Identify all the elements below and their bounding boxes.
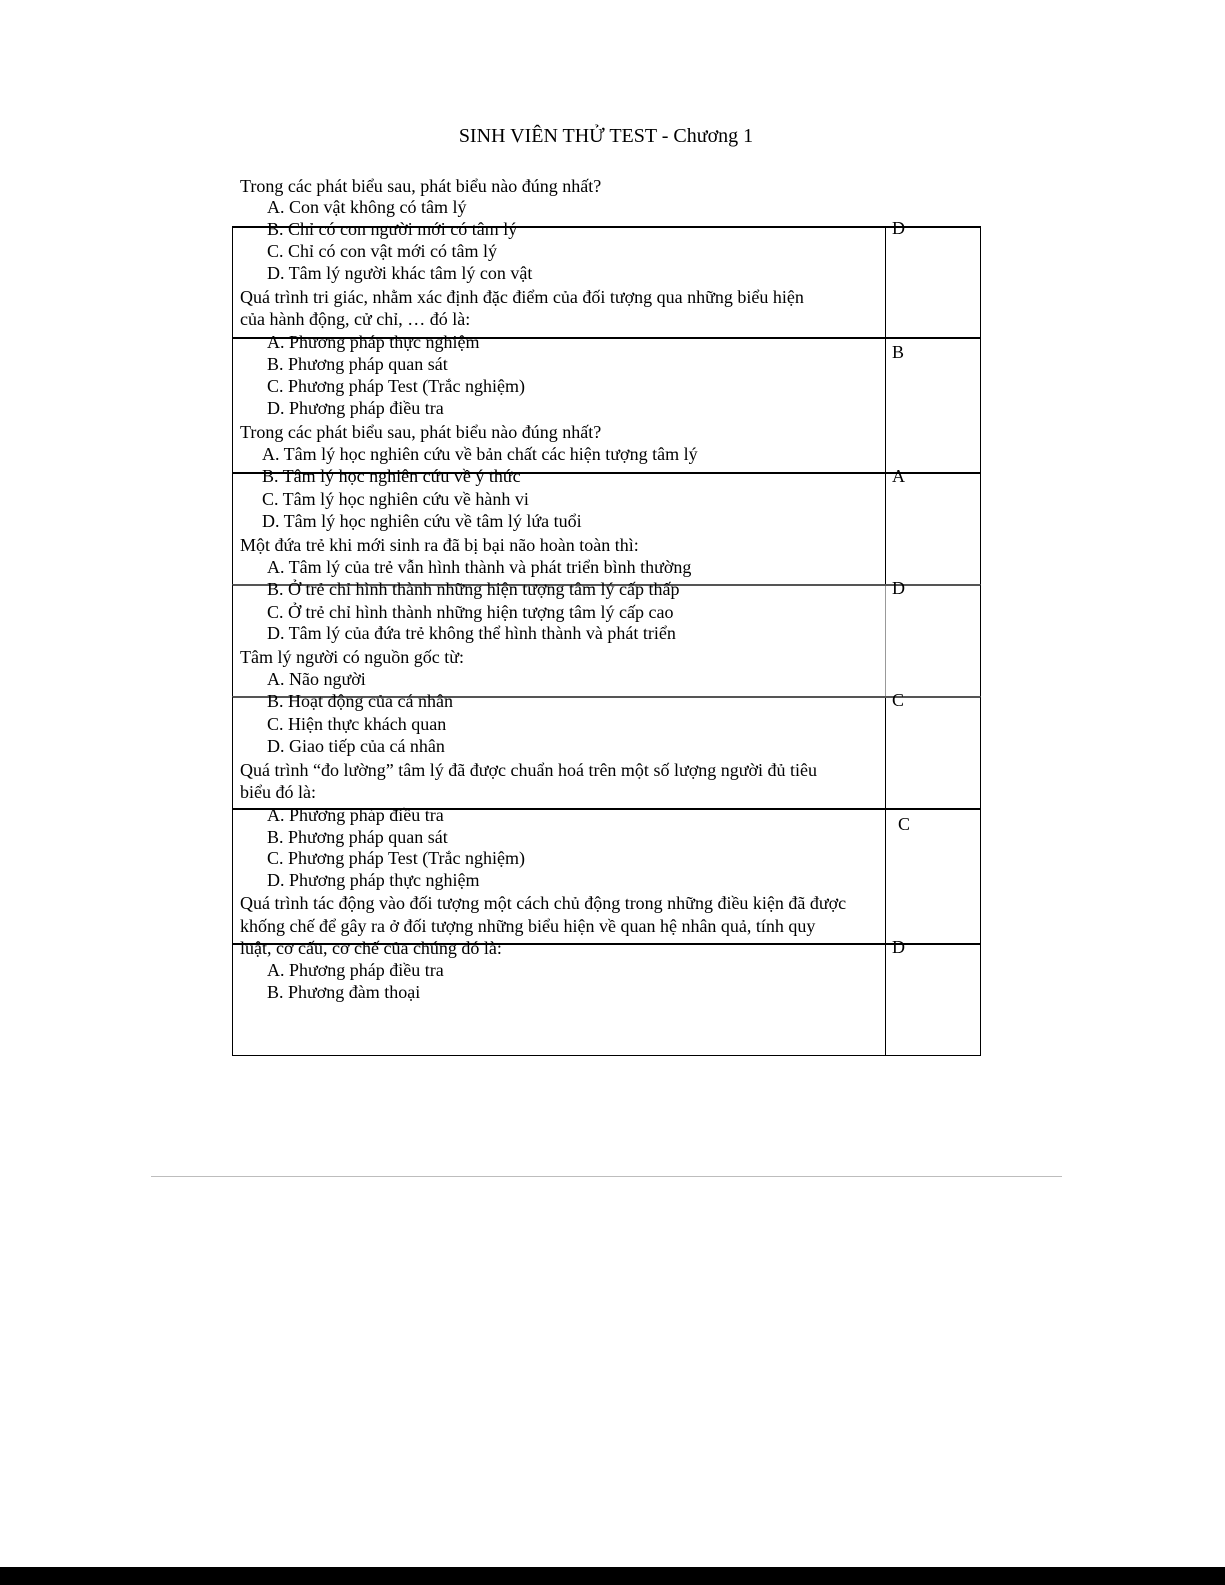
option: A. Não người — [267, 669, 366, 689]
option: B. Hoạt động của cá nhân — [267, 691, 453, 711]
option: A. Tâm lý học nghiên cứu về bản chất các hiện tượng tâm lý — [262, 444, 698, 464]
column-divider — [885, 810, 886, 944]
option: B. Phương pháp quan sát — [267, 827, 448, 847]
option: C. Tâm lý học nghiên cứu về hành vi — [262, 489, 529, 509]
answer-6: C — [898, 814, 911, 834]
column-divider — [885, 339, 886, 473]
answer-2: B — [892, 342, 905, 362]
column-divider — [885, 945, 886, 1055]
answer-5: C — [892, 690, 905, 710]
option: D. Tâm lý học nghiên cứu về tâm lý lứa tuổi — [262, 511, 582, 531]
question-7-cont: luật, cơ cấu, cơ chế của chúng đó là: — [240, 938, 502, 958]
question-7: Quá trình tác động vào đối tượng một cách chủ động trong những điều kiện đã được — [240, 893, 847, 913]
option: B. Ở trẻ chỉ hình thành những hiện tượng tâm lý cấp thấp — [267, 579, 680, 599]
option: C. Phương pháp Test (Trắc nghiệm) — [267, 376, 526, 396]
option: C. Hiện thực khách quan — [267, 714, 447, 734]
question-2-cont: của hành động, cử chỉ, … đó là: — [240, 309, 471, 329]
option: B. Chỉ có con người mới có tâm lý — [267, 219, 518, 239]
option: B. Phương đàm thoại — [267, 982, 421, 1002]
option: A. Con vật không có tâm lý — [267, 197, 467, 217]
question-6: Quá trình “đo lường” tâm lý đã được chuẩn hoá trên một số lượng người đủ tiêu — [240, 760, 817, 780]
option: A. Phương pháp điều tra — [267, 960, 444, 980]
column-divider — [885, 228, 886, 338]
option: D. Phương pháp thực nghiệm — [267, 870, 480, 890]
bottom-bar — [0, 1567, 1225, 1585]
column-divider — [885, 586, 886, 697]
question-7-cont: khống chế để gây ra ở đối tượng những biểu hiện về quan hệ nhân quả, tính quy — [240, 916, 816, 936]
question-1: Trong các phát biểu sau, phát biểu nào đúng nhất? — [240, 176, 602, 196]
option: D. Giao tiếp của cá nhân — [267, 736, 445, 756]
option: A. Phương pháp thực nghiệm — [267, 332, 480, 352]
option: B. Tâm lý học nghiên cứu về ý thức — [262, 466, 521, 486]
column-divider — [885, 474, 886, 585]
option: C. Ở trẻ chỉ hình thành những hiện tượng tâm lý cấp cao — [267, 602, 674, 622]
option: D. Phương pháp điều tra — [267, 398, 444, 418]
question-3: Trong các phát biểu sau, phát biểu nào đúng nhất? — [240, 422, 602, 442]
question-4: Một đứa trẻ khi mới sinh ra đã bị bại não hoàn toàn thì: — [240, 535, 639, 555]
option: A. Tâm lý của trẻ vẫn hình thành và phát triển bình thường — [267, 557, 692, 577]
answer-3: A — [892, 466, 905, 486]
option: C. Phương pháp Test (Trắc nghiệm) — [267, 848, 526, 868]
option: D. Tâm lý người khác tâm lý con vật — [267, 263, 533, 283]
answer-4: D — [892, 578, 905, 598]
answer-1: D — [892, 218, 905, 238]
option: B. Phương pháp quan sát — [267, 354, 448, 374]
question-2: Quá trình tri giác, nhằm xác định đặc điểm của đối tượng qua những biểu hiện — [240, 287, 804, 307]
page-divider — [151, 1176, 1062, 1177]
option: C. Chỉ có con vật mới có tâm lý — [267, 241, 497, 261]
page-title: SINH VIÊN THỬ TEST - Chương 1 — [458, 125, 754, 147]
answer-7: D — [892, 937, 905, 957]
question-5: Tâm lý người có nguồn gốc từ: — [240, 647, 464, 667]
option: D. Tâm lý của đứa trẻ không thể hình thành và phát triển — [267, 623, 676, 643]
column-divider — [885, 698, 886, 809]
question-6-cont: biểu đó là: — [240, 782, 316, 802]
option: A. Phương pháp điều tra — [267, 805, 444, 825]
